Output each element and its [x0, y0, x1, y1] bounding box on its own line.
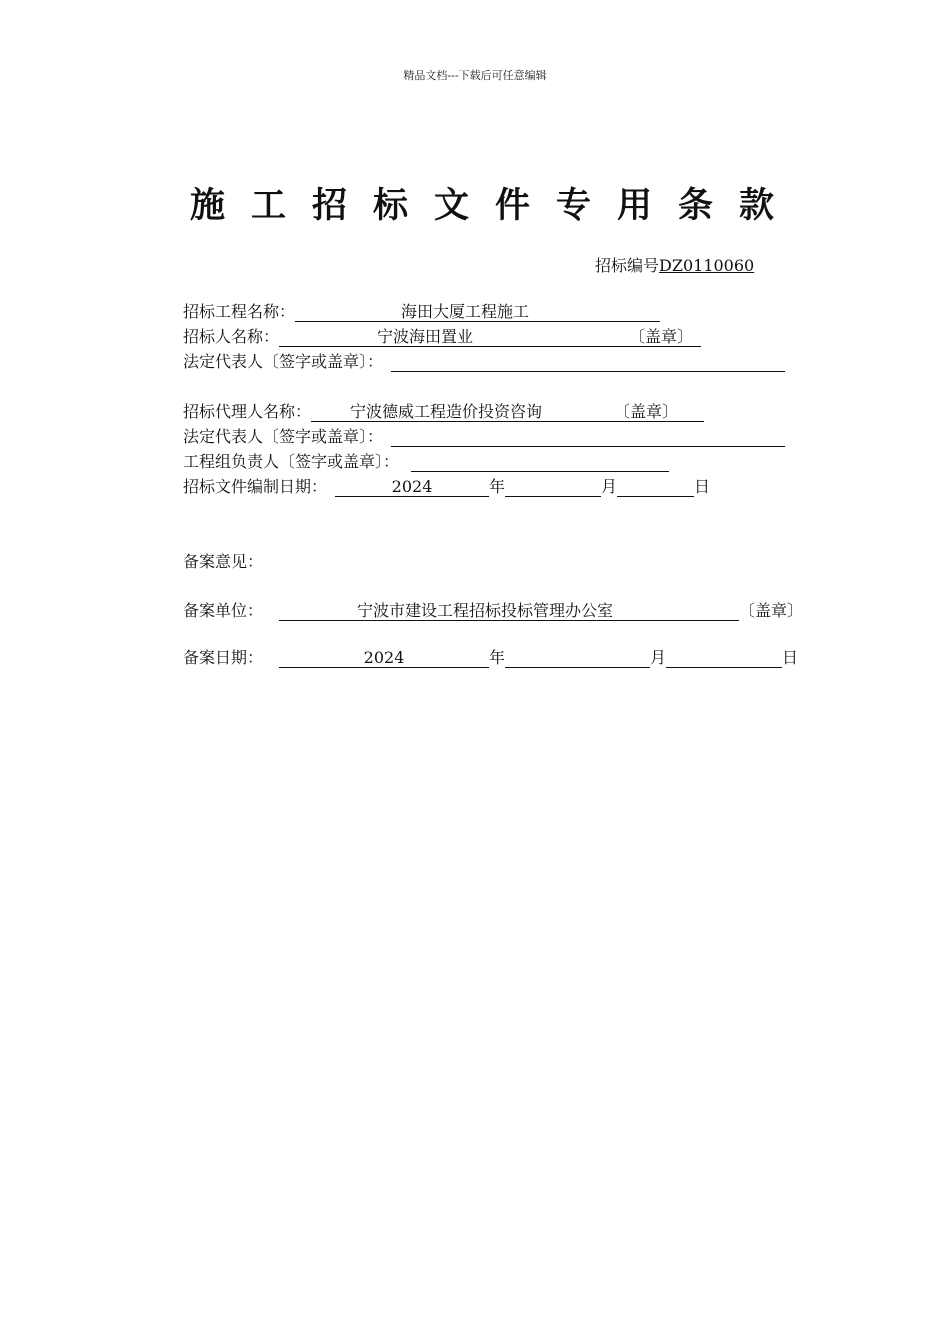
compile-date-year-field[interactable]: [335, 477, 489, 497]
compile-date-day-unit: 日: [694, 477, 711, 496]
bid-number-value: DZ0110060: [659, 256, 755, 275]
document-title: 施工招标文件专用条款: [189, 186, 800, 226]
group-leader-label: 工程组负责人〔签字或盖章〕：: [183, 452, 400, 471]
bid-number-label: 招标编号: [595, 256, 660, 275]
tenderer-rep-field[interactable]: [391, 352, 785, 372]
project-name-row: [183, 302, 660, 322]
header-note: 精品文档---下载后可任意编辑: [403, 69, 547, 82]
agent-rep-row: [183, 427, 785, 447]
filing-date-day-field[interactable]: [666, 648, 782, 668]
project-name-field[interactable]: [295, 302, 660, 322]
agent-value: 宁波德威工程造价投资咨询: [350, 402, 543, 421]
filing-date-row: [183, 648, 798, 668]
agent-field[interactable]: [311, 402, 704, 422]
filing-date-year-unit: 年: [489, 648, 506, 667]
tenderer-field[interactable]: [279, 327, 701, 347]
project-name-label: 招标工程名称：: [183, 302, 296, 321]
bid-number: [595, 253, 754, 276]
filing-date-year-field[interactable]: [279, 648, 489, 668]
agent-label: 招标代理人名称：: [183, 402, 312, 421]
tenderer-row: [183, 327, 701, 347]
compile-date-year: 2024: [391, 477, 433, 496]
tenderer-label: 招标人名称：: [183, 327, 280, 346]
compile-date-year-unit: 年: [489, 477, 506, 496]
filing-unit-value: 宁波市建设工程招标投标管理办公室: [357, 601, 614, 620]
tenderer-value: 宁波海田置业: [377, 327, 474, 346]
filing-unit-field[interactable]: [279, 601, 739, 621]
filing-date-month-unit: 月: [650, 648, 667, 667]
filing-unit-label: 备案单位：: [183, 601, 264, 620]
project-name-value: 海田大厦工程施工: [401, 302, 530, 321]
compile-date-month-unit: 月: [601, 477, 618, 496]
filing-date-month-field[interactable]: [505, 648, 650, 668]
filing-unit-row: [183, 601, 803, 621]
agent-row: [183, 402, 704, 422]
tenderer-rep-label: 法定代表人〔签字或盖章〕：: [183, 352, 384, 371]
compile-date-day-field[interactable]: [617, 477, 694, 497]
compile-date-month-field[interactable]: [505, 477, 601, 497]
agent-rep-label: 法定代表人〔签字或盖章〕：: [183, 427, 384, 446]
agent-seal: 〔盖章〕: [614, 402, 679, 421]
filing-date-year: 2024: [363, 648, 405, 667]
agent-rep-field[interactable]: [391, 427, 785, 447]
filing-opinion-label: 备案意见：: [183, 552, 264, 571]
filing-date-label: 备案日期：: [183, 648, 264, 667]
filing-unit-seal: 〔盖章〕: [739, 601, 804, 620]
compile-date-row: [183, 477, 710, 497]
group-leader-field[interactable]: [411, 452, 669, 472]
tenderer-rep-row: [183, 352, 785, 372]
tenderer-seal: 〔盖章〕: [629, 327, 694, 346]
filing-date-day-unit: 日: [782, 648, 799, 667]
group-leader-row: [183, 452, 669, 472]
filing-opinion-row: [183, 552, 263, 572]
compile-date-label: 招标文件编制日期：: [183, 477, 328, 496]
